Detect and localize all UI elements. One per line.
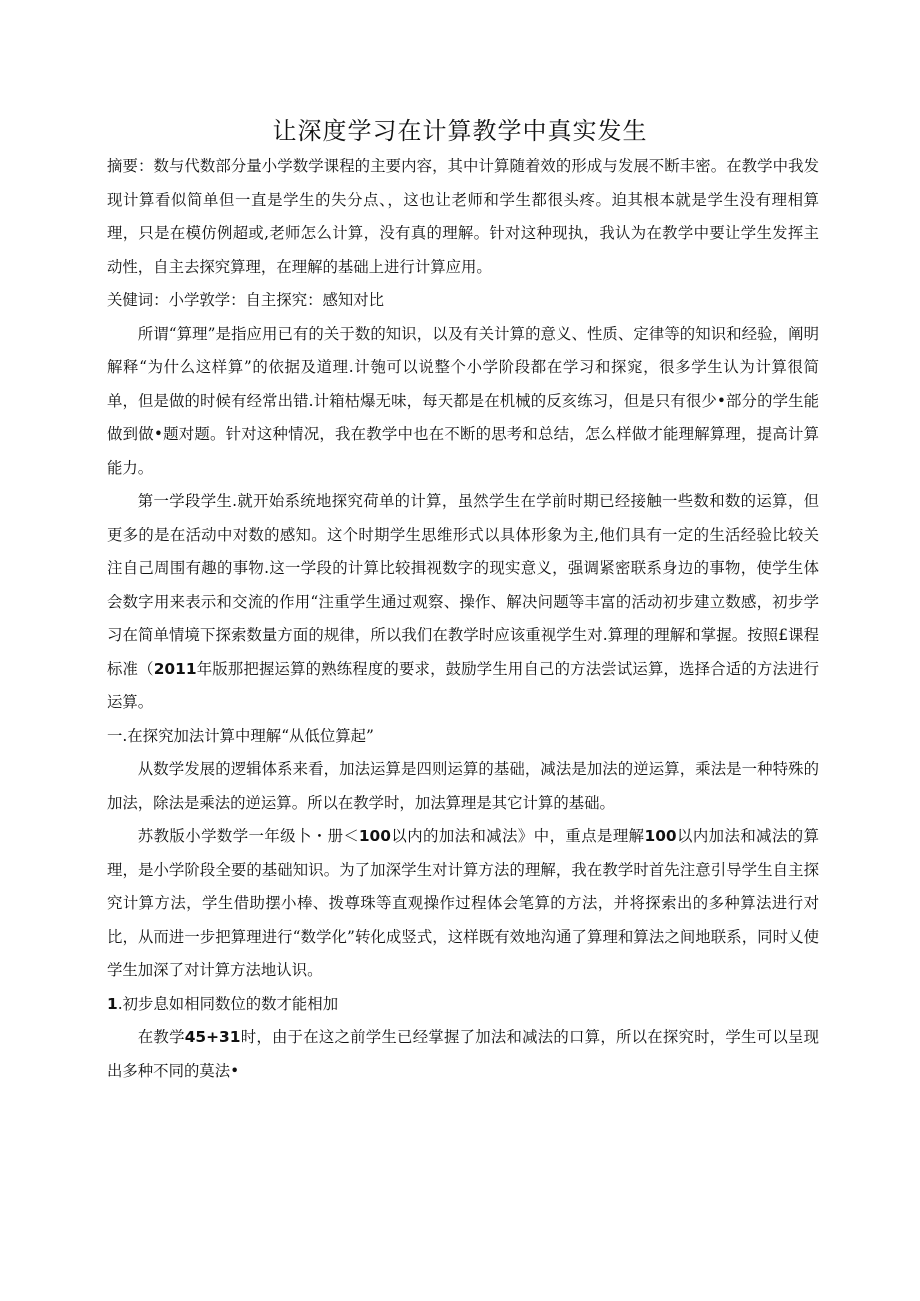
paragraph-text: 以内加法和减法的算理，是小学阶段全要的基础知识。为了加深学生对计算方法的理解，我在教学时首先注意引导学生自主探究计算方法，学生借助摆小棒、拨尊珠等直观操作过程体会笔算的方法，并将探索出的多种算法进行对比，从而进一步把算理进行“数学化”转化成竖式，这样既有效地沟通了算理和算法之间地联系，同时乂使学生加深了对计算方法地认识。 [107, 827, 819, 979]
heading-text: .初步息如相同数位的数才能相加 [117, 994, 339, 1013]
subsection-heading [107, 988, 819, 1022]
section-heading: 一.在探究加法计算中理解“从低位算起” [107, 726, 374, 745]
body-paragraph [107, 1021, 819, 1088]
page-title: 让深度学习在计算教学中真实发生 [272, 117, 648, 145]
paragraph-text: 以内的加法和减法》中，重点是理解 [390, 827, 645, 845]
paragraph-text: 时，由于在这之前学生已经掌握了加法和减法的口算，所以在探究时，学生可以呈现出多种不同的莫法• [107, 1028, 819, 1080]
paragraph-text: 年版那把握运算的熟练程度的要求，鼓励学生用自己的方法尝试运算，选择合适的方法进行运算。 [107, 659, 819, 711]
body-paragraph: 所谓“算理”是指应用已有的关于数的知识，以及有关计算的意义、性质、定律等的知识和经验，阐明解释“为什么这样算”的依据及道理.计匏可以说整个小学阶段都在学习和探窕，很多学生认为计算很简单，但是做的时候有经常出错.计箱枯爆无味，每天都是在机械的反亥练习，但是只有很少•部分的学生能做到做•题对题。针对这种情况，我在教学中也在不断的思考和总结，怎么样做才能理解算理，提高计算能力。 [107, 324, 819, 477]
heading-number: 1 [107, 994, 118, 1013]
body-paragraph [107, 820, 819, 988]
year-number: 2011 [153, 659, 197, 678]
inline-number: 100 [644, 827, 677, 845]
abstract-paragraph: 摘要：数与代数部分量小学数学课程的主要内容，其中计算随着效的形成与发展不断丰密。在教学中我发现计算看似简单但一直是学生的失分点、，这也让老师和学生都很头疼。迫其根本就是学生没有理相算理，只是在模仿例超或,老师怎么计算，没有真的理解。针对这种现执，我认为在教学中要让学生发挥主动性，自主去探究算理，在理解的基础上进行计算应用。 [107, 157, 819, 276]
paragraph-text: 苏教版小学数学一年级卜・册＜ [137, 827, 359, 845]
keywords-line: 关健词：小学敦学：自主探究：感知对比 [107, 291, 385, 309]
paragraph-text: 在教学 [137, 1028, 185, 1046]
document-body [107, 150, 819, 1088]
paragraph-text: 第一学段学生.就开始系统地探究荷单的计算，虽然学生在学前时期已经接触一些数和数的运算，但更多的是在活动中对数的感知。这个时期学生思维形式以具体形象为主,他们具有一定的生活经验比较关注自己周围有趣的事物.这一学段的计算比较揖视数字的现实意义，强调紧密联系身边的事物，使学生体会数字用来表示和交流的作用“注重学生通过观察、操作、解决问题等丰富的活动初步建立数感，初步学习在简单情境下探索数量方面的规律，所以我们在教学时应该重视学生对.算理的理解和掌握。按照£课程标准（ [107, 492, 819, 678]
inline-expression: 45+31 [184, 1028, 241, 1046]
body-paragraph [107, 485, 819, 720]
body-paragraph: 从数学发展的逻辑体系来看，加法运算是四则运算的基础，减法是加法的逆运算，乘法是一种特殊的加法，除法是乘法的逆运算。所以在教学时，加法算理是其它计算的基础。 [107, 760, 819, 812]
inline-number: 100 [358, 827, 391, 845]
